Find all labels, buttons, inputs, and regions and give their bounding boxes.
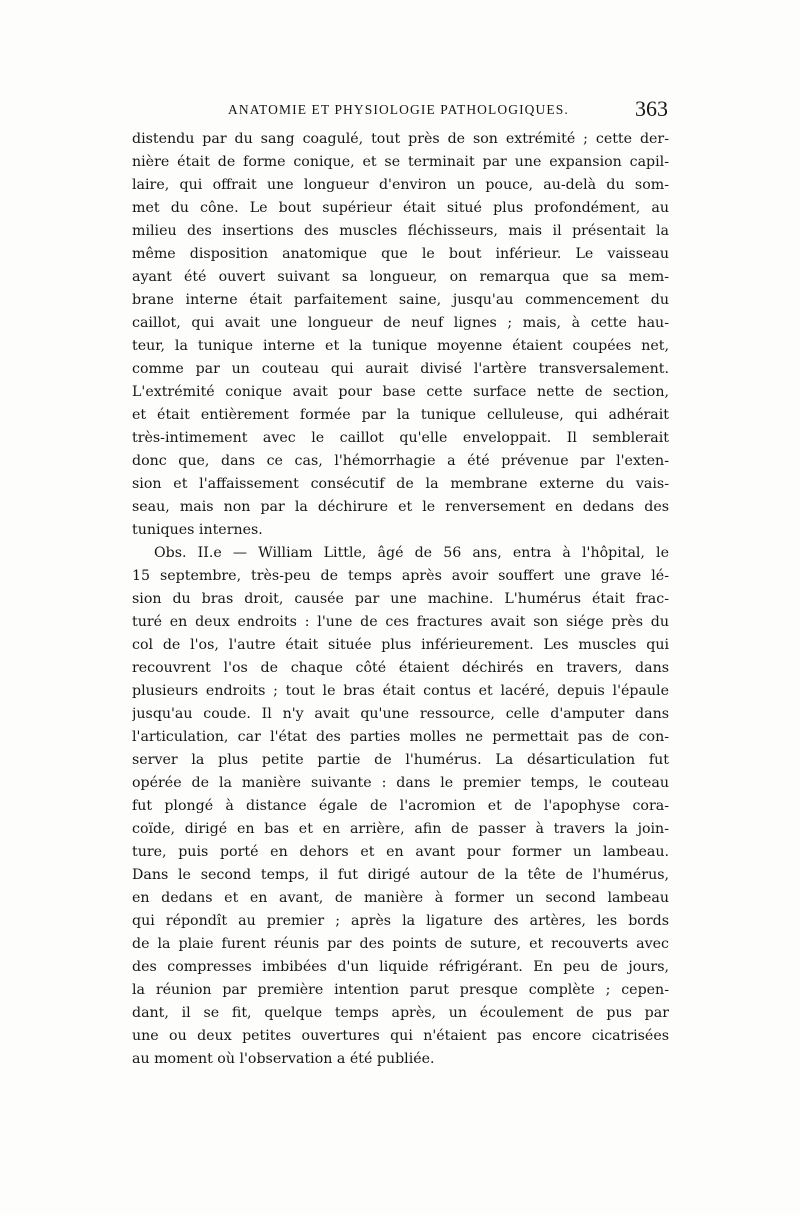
- text-line: et était entièrement formée par la tunique celluleuse, qui adhérait: [132, 407, 669, 423]
- text-line: milieu des insertions des muscles fléchisseurs, mais il présentait la: [132, 223, 669, 239]
- text-line: 15 septembre, très-peu de temps après avoir souffert une grave lé-: [132, 568, 669, 584]
- text-line: Dans le second temps, il fut dirigé autour de la tête de l'humérus,: [132, 867, 669, 883]
- text-line: ayant été ouvert suivant sa longueur, on remarqua que sa mem-: [132, 269, 669, 285]
- text-line: server la plus petite partie de l'humérus. La désarticulation fut: [132, 752, 669, 768]
- text-line: donc que, dans ce cas, l'hémorrhagie a été prévenue par l'exten-: [132, 453, 669, 469]
- text-line: laire, qui offrait une longueur d'environ un pouce, au-delà du som-: [132, 177, 669, 193]
- text-line: sion du bras droit, causée par une machine. L'humérus était frac-: [132, 591, 669, 607]
- text-line: tuniques internes.: [132, 522, 263, 538]
- text-line: col de l'os, l'autre était située plus inférieurement. Les muscles qui: [132, 637, 669, 653]
- text-line: l'articulation, car l'état des parties molles ne permettait pas de con-: [132, 729, 669, 745]
- text-line: opérée de la manière suivante : dans le premier temps, le couteau: [132, 775, 669, 791]
- text-line: dant, il se fit, quelque temps après, un écoulement de pus par: [132, 1005, 669, 1021]
- page-number: 363: [635, 96, 668, 121]
- text-line: teur, la tunique interne et la tunique moyenne étaient coupées net,: [132, 338, 669, 354]
- text-line: caillot, qui avait une longueur de neuf lignes ; mais, à cette hau-: [132, 315, 669, 331]
- text-line: des compresses imbibées d'un liquide réfrigérant. En peu de jours,: [132, 959, 669, 975]
- text-line: nière était de forme conique, et se terminait par une expansion capil-: [132, 154, 669, 170]
- observation-heading-line: Obs. II.e — William Little, âgé de 56 ans, entra à l'hôpital, le: [154, 545, 669, 561]
- running-title: ANATOMIE ET PHYSIOLOGIE PATHOLOGIQUES.: [228, 102, 569, 117]
- text-line: qui répondît au premier ; après la ligature des artères, les bords: [132, 913, 669, 929]
- text-line: très-intimement avec le caillot qu'elle enveloppait. Il semblerait: [132, 430, 669, 446]
- text-line: la réunion par première intention parut presque complète ; cepen-: [132, 982, 669, 998]
- text-line: au moment où l'observation a été publiée.: [132, 1051, 435, 1067]
- text-line: sion et l'affaissement consécutif de la membrane externe du vais-: [132, 476, 669, 492]
- text-line: fut plongé à distance égale de l'acromion et de l'apophyse cora-: [132, 798, 669, 814]
- text-line: coïde, dirigé en bas et en arrière, afin de passer à travers la join-: [132, 821, 669, 837]
- text-line: en dedans et en avant, de manière à former un second lambeau: [132, 890, 669, 906]
- text-line: ture, puis porté en dehors et en avant pour former un lambeau.: [132, 844, 669, 860]
- text-line: brane interne était parfaitement saine, jusqu'au commencement du: [132, 292, 669, 308]
- text-line: de la plaie furent réunis par des points de suture, et recouverts avec: [132, 936, 669, 952]
- text-line: comme par un couteau qui aurait divisé l'artère transversalement.: [132, 361, 669, 377]
- text-line: plusieurs endroits ; tout le bras était contus et lacéré, depuis l'épaule: [132, 683, 669, 699]
- text-line: L'extrémité conique avait pour base cette surface nette de section,: [132, 384, 669, 400]
- text-line: met du cône. Le bout supérieur était situé plus profondément, au: [132, 200, 669, 216]
- text-line: une ou deux petites ouvertures qui n'étaient pas encore cicatrisées: [132, 1028, 669, 1044]
- text-line: même disposition anatomique que le bout inférieur. Le vaisseau: [132, 246, 669, 262]
- text-line: jusqu'au coude. Il n'y avait qu'une ressource, celle d'amputer dans: [132, 706, 669, 722]
- text-line: seau, mais non par la déchirure et le renversement en dedans des: [132, 499, 669, 515]
- running-head: [228, 96, 668, 126]
- text-line: turé en deux endroits : l'une de ces fractures avait son siége près du: [132, 614, 669, 630]
- text-line: recouvrent l'os de chaque côté étaient déchirés en travers, dans: [132, 660, 669, 676]
- body-text: [132, 128, 669, 1067]
- text-line: distendu par du sang coagulé, tout près de son extrémité ; cette der-: [132, 131, 669, 147]
